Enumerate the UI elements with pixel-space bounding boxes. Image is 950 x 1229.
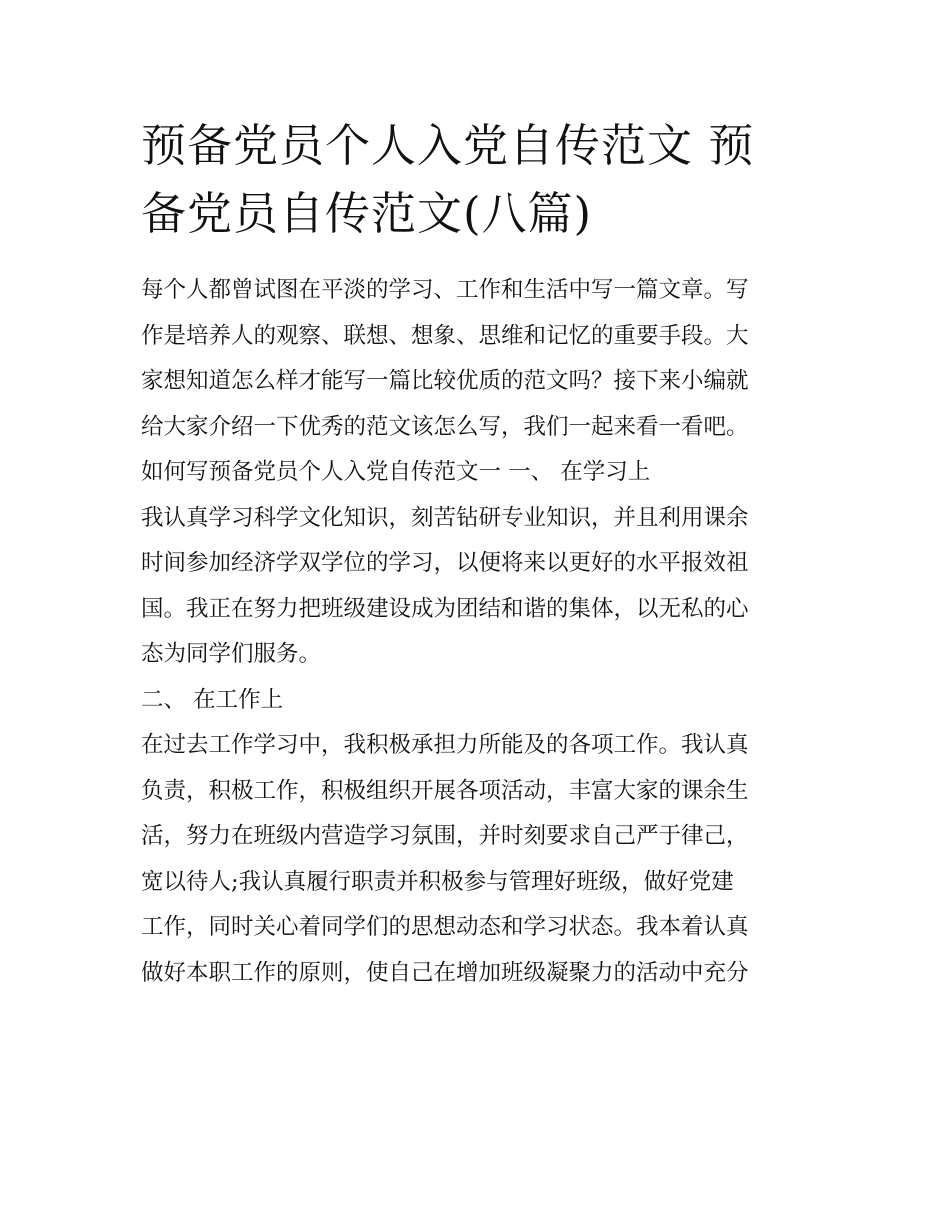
body-line: 态为同学们服务。 <box>141 641 322 667</box>
title-line-1: 预备党员个人入党自传范文 预 <box>141 119 755 172</box>
body-line: 给大家介绍一下优秀的范文该怎么写，我们一起来看一看吧。 <box>141 413 749 440</box>
body-line: 活，努力在班级内营造学习氛围，并时刻要求自己严于律己， <box>141 823 749 849</box>
title-line-2: 备党员自传范文(八篇) <box>141 187 593 240</box>
body-line: 家想知道怎么样才能写一篇比较优质的范文吗？接下来小编就 <box>141 368 749 394</box>
body-line: 做好本职工作的原则，使自己在增加班级凝聚力的活动中充分 <box>141 959 749 986</box>
body-line: 每个人都曾试图在平淡的学习、工作和生活中写一篇文章。写 <box>141 277 749 303</box>
body-line: 作是培养人的观察、联想、想象、思维和记忆的重要手段。大 <box>141 322 749 349</box>
body-line: 宽以待人;我认真履行职责并积极参与管理好班级，做好党建 <box>141 868 734 895</box>
body-line: 工作，同时关心着同学们的思想动态和学习状态。我本着认真 <box>141 914 749 940</box>
document-title <box>141 112 813 248</box>
body-line: 国。我正在努力把班级建设成为团结和谐的集体，以无私的心 <box>141 595 749 622</box>
section-heading-line: 如何写预备党员个人入党自传范文一 一、 在学习上 <box>141 459 651 485</box>
body-line: 负责，积极工作，积极组织开展各项活动，丰富大家的课余生 <box>141 777 749 804</box>
body-line: 我认真学习科学文化知识，刻苦钻研专业知识，并且利用课余 <box>141 504 749 531</box>
section-heading: 二、 在工作上 <box>141 686 284 713</box>
document-body <box>141 268 813 996</box>
document-page <box>141 112 813 996</box>
body-line: 在过去工作学习中，我积极承担力所能及的各项工作。我认真 <box>141 732 749 758</box>
body-line: 时间参加经济学双学位的学习，以便将来以更好的水平报效祖 <box>141 550 749 576</box>
